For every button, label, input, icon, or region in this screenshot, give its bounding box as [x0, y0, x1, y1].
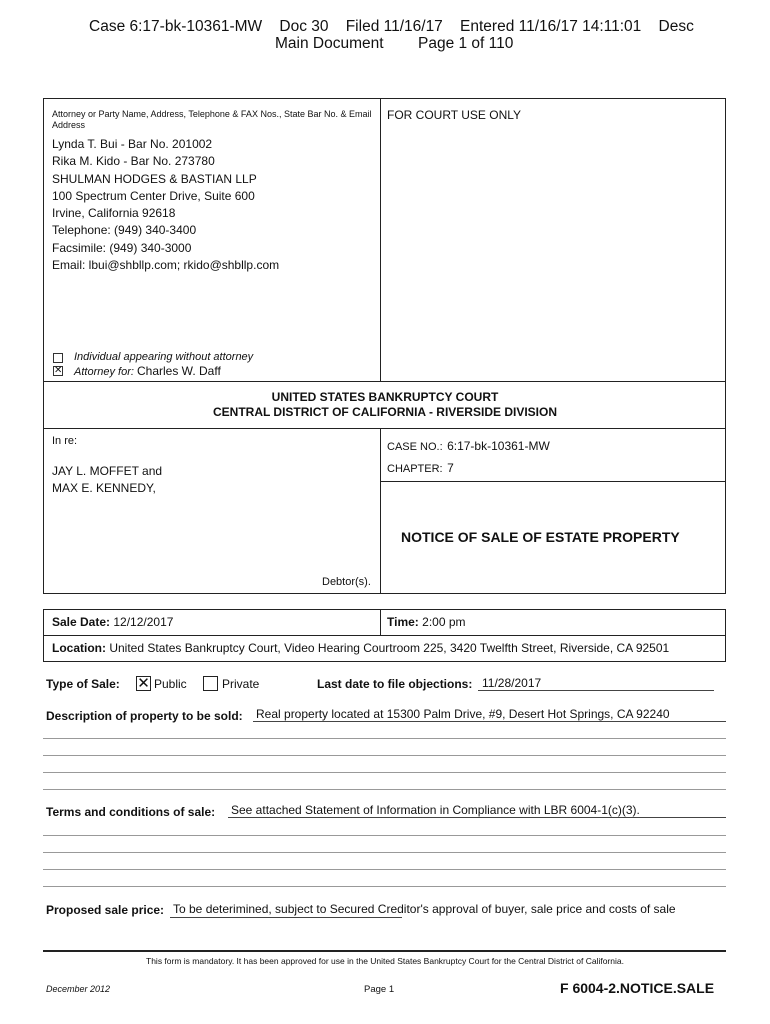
public-checkbox[interactable]: ✕: [137, 675, 150, 692]
description-value: Real property located at 15300 Palm Drive, #9, Desert Hot Springs, CA 92240: [256, 707, 670, 721]
price-value: To be deterimined, subject to Secured Creditor's approval of buyer, sale price and costs of sale: [173, 902, 676, 916]
case-no-value: 6:17-bk-10361-MW: [447, 439, 550, 453]
attorney-line: Telephone: (949) 340-3400: [52, 223, 197, 238]
footer-notice: This form is mandatory. It has been approved for use in the United States Bankruptcy Court for the Central District of California.: [146, 956, 624, 966]
case-header-line1: Case 6:17-bk-10361-MW Doc 30 Filed 11/16/17 Entered 11/16/17 14:11:01 Desc: [89, 18, 694, 35]
attorney-address-block: [52, 136, 279, 274]
chapter-value: 7: [447, 461, 454, 475]
attorney-for-value: Charles W. Daff: [136, 364, 221, 378]
chapter: [387, 459, 454, 477]
public-label: Public: [154, 677, 187, 691]
attorney-line: SHULMAN HODGES & BASTIAN LLP: [52, 171, 257, 186]
sale-time: [387, 615, 466, 629]
case-number: [387, 437, 550, 455]
attorney-box-label: Attorney or Party Name, Address, Telephone & FAX Nos., State Bar No. & Email Address: [52, 109, 372, 130]
objections-label: Last date to file objections:: [317, 677, 473, 691]
sale-location: [52, 641, 669, 655]
attorney-line: Irvine, California 92618: [52, 206, 176, 221]
case-no-label: CASE NO.:: [387, 441, 443, 453]
debtor-line1: JAY L. MOFFET and: [52, 464, 163, 478]
debtor-line2: MAX E. KENNEDY,: [52, 481, 156, 495]
attorney-option: [74, 364, 221, 378]
description-label: Description of property to be sold:: [46, 709, 243, 723]
terms-value: See attached Statement of Information in Compliance with LBR 6004-1(c)(3).: [231, 803, 640, 817]
footer-date: December 2012: [46, 984, 111, 994]
chapter-label: CHAPTER:: [387, 463, 443, 475]
type-of-sale-label: Type of Sale:: [46, 677, 120, 691]
terms-label: Terms and conditions of sale:: [46, 805, 216, 819]
attorney-option-label: Attorney for:: [74, 366, 134, 378]
court-name-line2: CENTRAL DISTRICT OF CALIFORNIA - RIVERSIDE DIVISION: [212, 405, 557, 419]
footer-page: Page 1: [364, 984, 395, 995]
private-checkbox[interactable]: [203, 676, 218, 691]
individual-option-label: Individual appearing without attorney: [74, 351, 254, 363]
sale-location-label: Location:: [52, 641, 106, 655]
attorney-checkbox[interactable]: ✕: [54, 365, 63, 376]
objections-date: 11/28/2017: [482, 676, 542, 690]
attorney-line: Email: lbui@shbllp.com; rkido@shbllp.com: [52, 258, 280, 273]
case-header-line2: Main Document Page 1 of 110: [275, 35, 514, 52]
in-re-label: In re:: [52, 435, 78, 447]
sale-date-value: 12/12/2017: [113, 615, 174, 629]
sale-date-label: Sale Date:: [52, 615, 111, 629]
private-label: Private: [222, 677, 260, 691]
attorney-line: 100 Spectrum Center Drive, Suite 600: [52, 188, 255, 203]
price-label: Proposed sale price:: [46, 903, 165, 917]
sale-time-label: Time:: [387, 615, 419, 629]
footer-rule: [43, 950, 726, 952]
court-use-label: FOR COURT USE ONLY: [387, 108, 522, 122]
court-name-line1: UNITED STATES BANKRUPTCY COURT: [271, 390, 499, 404]
attorney-line: Lynda T. Bui - Bar No. 201002: [52, 137, 213, 151]
debtors-label: Debtor(s).: [322, 576, 371, 588]
attorney-line: Rika M. Kido - Bar No. 273780: [52, 154, 215, 169]
individual-checkbox[interactable]: [53, 353, 63, 363]
sale-time-value: 2:00 pm: [422, 615, 466, 629]
sale-location-value: United States Bankruptcy Court, Video Hearing Courtroom 225, 3420 Twelfth Street, Riverside, CA 92501: [109, 641, 670, 655]
footer-form-id: F 6004-2.NOTICE.SALE: [560, 980, 715, 996]
notice-title: NOTICE OF SALE OF ESTATE PROPERTY: [401, 529, 680, 545]
sale-date: [52, 615, 173, 629]
attorney-line: Facsimile: (949) 340-3000: [52, 240, 192, 255]
